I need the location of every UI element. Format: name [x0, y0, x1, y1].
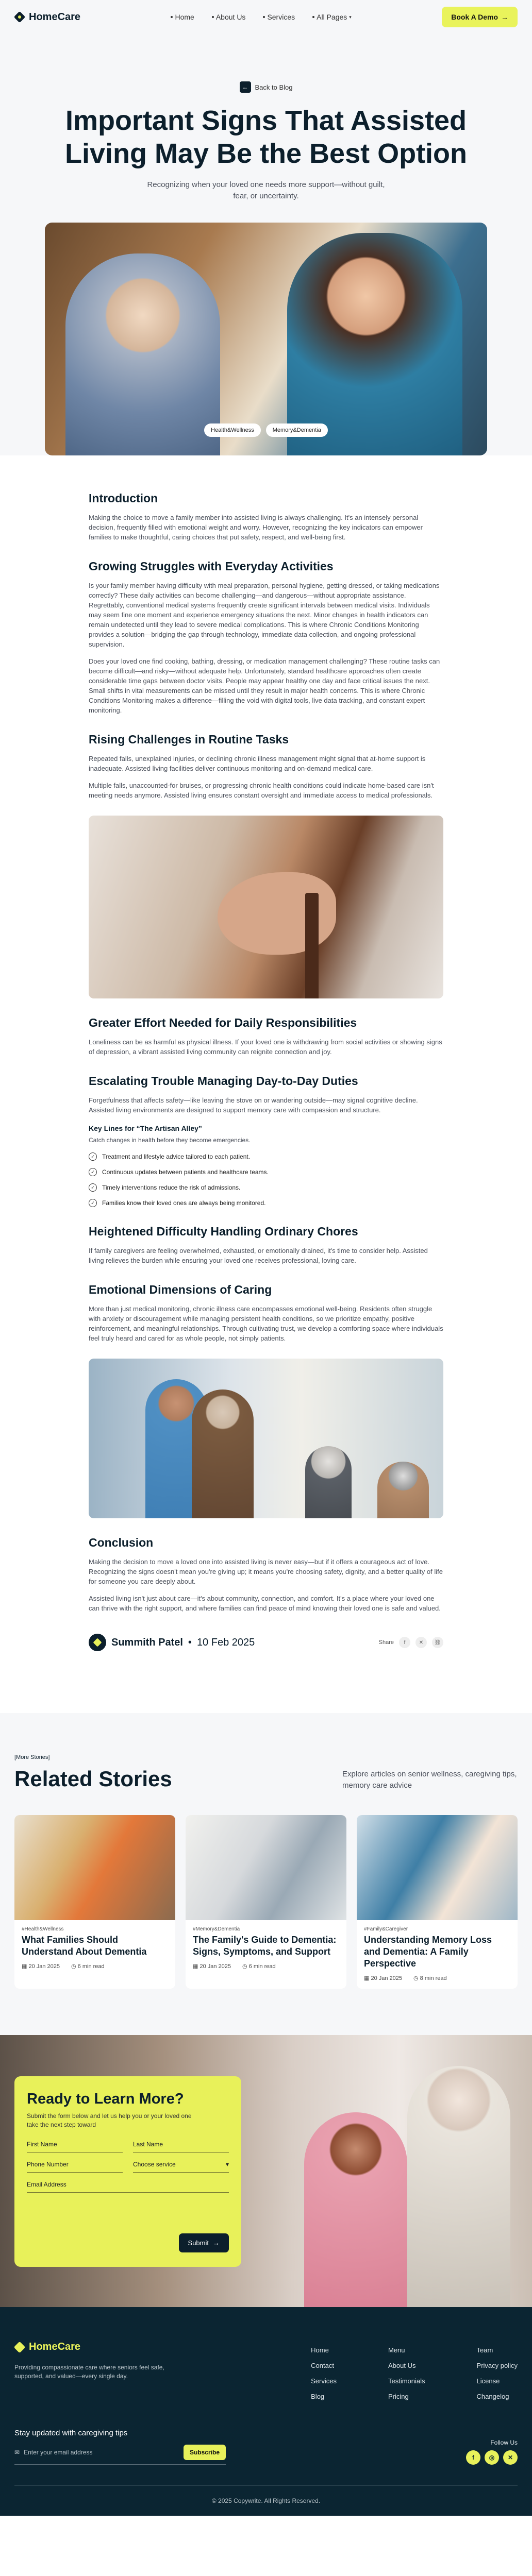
card-title: The Family's Guide to Dementia: Signs, Symptoms, and Support [193, 1935, 337, 1957]
nav-links [171, 13, 351, 21]
first-name-field[interactable]: First Name [27, 2141, 123, 2153]
footer-link[interactable]: Blog [311, 2393, 325, 2400]
page-title: Important Signs That Assisted Living May Be the Best Option [64, 105, 468, 169]
card-date: ▦ 20 Jan 2025 [22, 1963, 60, 1970]
card-title: Understanding Memory Loss and Dementia: A Family Perspective [364, 1935, 492, 1969]
footer-link[interactable]: License [476, 2377, 500, 2385]
phone-field[interactable]: Phone Number [27, 2161, 123, 2173]
author-name: Summith Patel [111, 1636, 183, 1648]
footer-link[interactable]: Menu [388, 2346, 405, 2354]
hero-image [45, 223, 487, 455]
logo-icon [14, 2342, 25, 2352]
story-card[interactable] [186, 1815, 346, 1989]
subscribe-button[interactable]: Subscribe [184, 2445, 226, 2460]
card-category: #Health&Wellness [22, 1926, 64, 1932]
service-select[interactable]: Choose service ▾ [133, 2161, 229, 2173]
check-item: ✓ Timely interventions reduce the risk of admissions. [89, 1183, 443, 1192]
paragraph: Is your family member having difficulty with meal preparation, personal hygiene, getting dressed, or taking medications correctly? These daily activities can become challenging—and dangerous—without appropriate assistance. Regrettably, conventional medical systems frequently create significant intervals between medical visits. Individuals may seem fine one moment and experience emergency situations the next. Minor changes in health indicators can remain undetected until they lead to severe medical complications. This is where Chronic Conditions Monitoring provides a solution—bridging the gap through technology, immediate data collection, and ongoing professional supervision. [89, 582, 440, 648]
section-heading: Conclusion [89, 1536, 154, 1549]
nav-link-all-pages[interactable]: All Pages ▾ [312, 13, 352, 21]
calendar-icon: ▦ [22, 1963, 29, 1970]
follow-us [466, 2439, 518, 2465]
mail-icon: ✉ [14, 2449, 20, 2456]
paragraph: Repeated falls, unexplained injuries, or declining chronic illness management might signal that at-home support is inadequate. Assisted living facilities deliver continuous monitoring and on-demand medical care. [89, 755, 426, 772]
clock-icon: ◷ [71, 1963, 78, 1970]
check-item: ✓ Continuous updates between patients and healthcare teams. [89, 1168, 443, 1176]
newsletter [14, 2429, 226, 2465]
instagram-icon[interactable]: ◎ [485, 2450, 499, 2465]
arrow-left-icon: ← [240, 81, 251, 93]
card-read-time: ◷ 6 min read [242, 1963, 276, 1970]
young-woman-figure [304, 2112, 407, 2307]
arrow-right-icon: → [501, 13, 508, 21]
footer-link[interactable]: Services [311, 2377, 337, 2385]
footer-link[interactable]: About Us [388, 2362, 416, 2369]
wheelchair-figure [305, 1446, 352, 1518]
author-row [89, 1634, 443, 1651]
check-item: ✓ Families know their loved ones are always being monitored. [89, 1199, 443, 1207]
book-demo-button[interactable]: Book A Demo → [442, 7, 518, 27]
key-lines-subtitle: Catch changes in health before they become emergencies. [89, 1137, 251, 1144]
card-image [357, 1815, 518, 1920]
last-name-field[interactable]: Last Name [133, 2141, 229, 2153]
x-icon[interactable]: ✕ [503, 2450, 518, 2465]
calendar-icon: ▦ [193, 1963, 200, 1970]
separator-dot: • [188, 1636, 192, 1648]
cane-shape [305, 893, 319, 998]
card-read-time: ◷ 6 min read [71, 1963, 105, 1970]
cta-section [0, 2035, 532, 2307]
footer-link[interactable]: Privacy policy [476, 2362, 518, 2369]
paragraph: Does your loved one find cooking, bathing, dressing, or medication management challenging? These routine tasks can become difficult—and risky—without adequate help. Unfortunately, standard healthcare approaches often create considerable time gaps between doctor visits. People may appear healthy one day and face critical issues the next. Small shifts in vital measurements can be missed until they result in major health concerns. This is where Chronic Conditions Monitoring makes a difference—filling the void with digital tools, live data tracking, and constant expert monitoring. [89, 657, 440, 714]
man-figure [192, 1389, 254, 1518]
paragraph: Assisted living isn't just about care—it's about community, connection, and comfort. It's a place where your loved one can thrive with the right support, and where families can find peace of mind knowing their loved one is safe and valued. [89, 1595, 441, 1612]
x-icon[interactable]: ✕ [415, 1637, 427, 1648]
link-icon[interactable]: ⛓ [432, 1637, 443, 1648]
check-circle-icon: ✓ [89, 1199, 97, 1207]
footer-text: Providing compassionate care where seniors feel safe, supported, and valued—every single day. [14, 2364, 164, 2380]
card-category: #Family&Caregiver [364, 1926, 408, 1932]
chevron-down-icon: ▾ [225, 2161, 229, 2168]
story-card[interactable] [14, 1815, 175, 1989]
calendar-icon: ▦ [364, 1975, 371, 1981]
article-body [89, 455, 443, 1672]
brand-logo[interactable] [14, 11, 80, 23]
article-image-hands-cane [89, 816, 443, 998]
newsletter-title: Stay updated with caregiving tips [14, 2429, 128, 2437]
card-image [14, 1815, 175, 1920]
footer-link[interactable]: Testimonials [388, 2377, 425, 2385]
paragraph: Making the decision to move a loved one into assisted living is never easy—but if it offers a courageous act of love. Recognizing the signs doesn't mean you're giving up; it means you're choosing safety, dignity, and a better quality of life for someone you care deeply about. [89, 1558, 443, 1585]
clock-icon: ◷ [413, 1975, 420, 1981]
paragraph: More than just medical monitoring, chronic illness care encompasses emotional well-being. Residents often struggle with anxiety or discouragement while managing persistent health conditions, so we prioritize empathy, positive reinforcement, and meaningful relationships. Through cultivating trust, we develop a comforting space where individuals feel truly heard and cared for as whole people, not simply patients. [89, 1305, 443, 1342]
page-subtitle: Recognizing when your loved one needs more support—without guilt, fear, or uncertainty. [147, 180, 385, 200]
check-circle-icon: ✓ [89, 1168, 97, 1176]
check-item: ✓ Treatment and lifestyle advice tailored to each patient. [89, 1153, 443, 1161]
follow-label: Follow Us [490, 2439, 518, 2446]
footer-link[interactable]: Team [476, 2346, 493, 2354]
back-to-blog-link[interactable]: ← Back to Blog [240, 81, 293, 93]
card-image [186, 1815, 346, 1920]
section-heading: Escalating Trouble Managing Day-to-Day Duties [89, 1074, 358, 1088]
facebook-icon[interactable]: f [399, 1637, 410, 1648]
footer [0, 2307, 532, 2516]
paragraph: Multiple falls, unaccounted-for bruises, or progressing chronic health conditions could indicate home-based care isn't meeting needs anymore. Assisted living ensures constant oversight and immediate access to medical professionals. [89, 782, 434, 799]
resident-figure [377, 1462, 429, 1518]
story-card[interactable] [357, 1815, 518, 1989]
card-title: What Families Should Understand About Dementia [22, 1935, 147, 1957]
contact-form [14, 2076, 241, 2267]
section-heading: Greater Effort Needed for Daily Responsibilities [89, 1016, 357, 1029]
paragraph: If family caregivers are feeling overwhelmed, exhausted, or emotionally drained, it's time to consider help. Assisted living relieves the burden while ensuring your loved one receives professional, loving care. [89, 1247, 428, 1264]
footer-link[interactable]: Contact [311, 2362, 334, 2369]
nav-link-home[interactable]: Home [171, 13, 194, 21]
section-heading: Growing Struggles with Everyday Activities [89, 560, 334, 573]
article-image-care-home [89, 1359, 443, 1518]
email-field[interactable]: Email Address [27, 2181, 229, 2193]
nav-link-services[interactable]: Services [263, 13, 295, 21]
check-circle-icon: ✓ [89, 1153, 97, 1161]
hero [0, 34, 532, 455]
brand-name: HomeCare [29, 11, 81, 23]
arrow-right-icon: → [213, 2239, 220, 2247]
avatar [89, 1634, 106, 1651]
submit-button[interactable]: Submit → [179, 2233, 229, 2252]
share-bar [379, 1637, 443, 1648]
section-heading: Heightened Difficulty Handling Ordinary Chores [89, 1225, 358, 1238]
clock-icon: ◷ [242, 1963, 249, 1970]
share-label: Share [378, 1639, 394, 1646]
chevron-down-icon: ▾ [349, 14, 352, 20]
footer-link[interactable]: Home [311, 2346, 329, 2354]
card-category: #Memory&Dementia [193, 1926, 240, 1932]
logo-icon [14, 12, 25, 22]
top-nav [0, 0, 532, 34]
footer-logo[interactable]: HomeCare [14, 2341, 174, 2353]
related-desc: Explore articles on senior wellness, caregiving tips, memory care advice [342, 1770, 517, 1790]
caregiver-figure [287, 233, 462, 455]
paragraph: Making the choice to move a family member into assisted living is always challenging. It's an intensely personal decision, frequently filled with emotional weight and worry. However, recognizing the key indicators can empower families to make thoughtful, caring choices that put safety, respect, and well-being first. [89, 514, 423, 541]
related-title: Related Stories [14, 1767, 172, 1791]
form-desc: Submit the form below and let us help you or your loved one take the next step toward [27, 2112, 192, 2128]
check-circle-icon: ✓ [89, 1183, 97, 1192]
section-heading: Rising Challenges in Routine Tasks [89, 733, 289, 746]
paragraph: Forgetfulness that affects safety—like leaving the stove on or wandering outside—may signal cognitive decline. Assisted living environments are designed to support memory care with compassion and structure. [89, 1096, 418, 1114]
facebook-icon[interactable]: f [466, 2450, 480, 2465]
footer-link[interactable]: Changelog [476, 2393, 509, 2400]
card-date: ▦ 20 Jan 2025 [193, 1963, 231, 1970]
publish-date: 10 Feb 2025 [196, 1636, 255, 1648]
related-stories [0, 1713, 532, 2035]
newsletter-email-input[interactable]: ✉ Enter your email address [14, 2449, 93, 2456]
copyright: © 2025 Copywrite. All Rights Reserved. [14, 2485, 518, 2516]
elderly-woman-figure [407, 2066, 510, 2307]
key-lines-heading: Key Lines for “The Artisan Alley” [89, 1124, 202, 1132]
section-kicker: [More Stories] [14, 1754, 50, 1760]
tag-health-wellness[interactable]: Health&Wellness [204, 423, 261, 437]
tag-memory-dementia[interactable]: Memory&Dementia [266, 423, 328, 437]
footer-link[interactable]: Pricing [388, 2393, 409, 2400]
card-read-time: ◷ 8 min read [413, 1975, 447, 1981]
paragraph: Loneliness can be as harmful as physical illness. If your loved one is withdrawing from social activities or showing signs of depression, a vibrant assisted living community can reignite connection and joy. [89, 1038, 442, 1056]
section-heading: Emotional Dimensions of Caring [89, 1283, 272, 1296]
card-date: ▦ 20 Jan 2025 [364, 1975, 403, 1981]
section-heading: Introduction [89, 492, 158, 505]
nav-link-about[interactable]: About Us [212, 13, 246, 21]
form-title: Ready to Learn More? [27, 2091, 184, 2107]
